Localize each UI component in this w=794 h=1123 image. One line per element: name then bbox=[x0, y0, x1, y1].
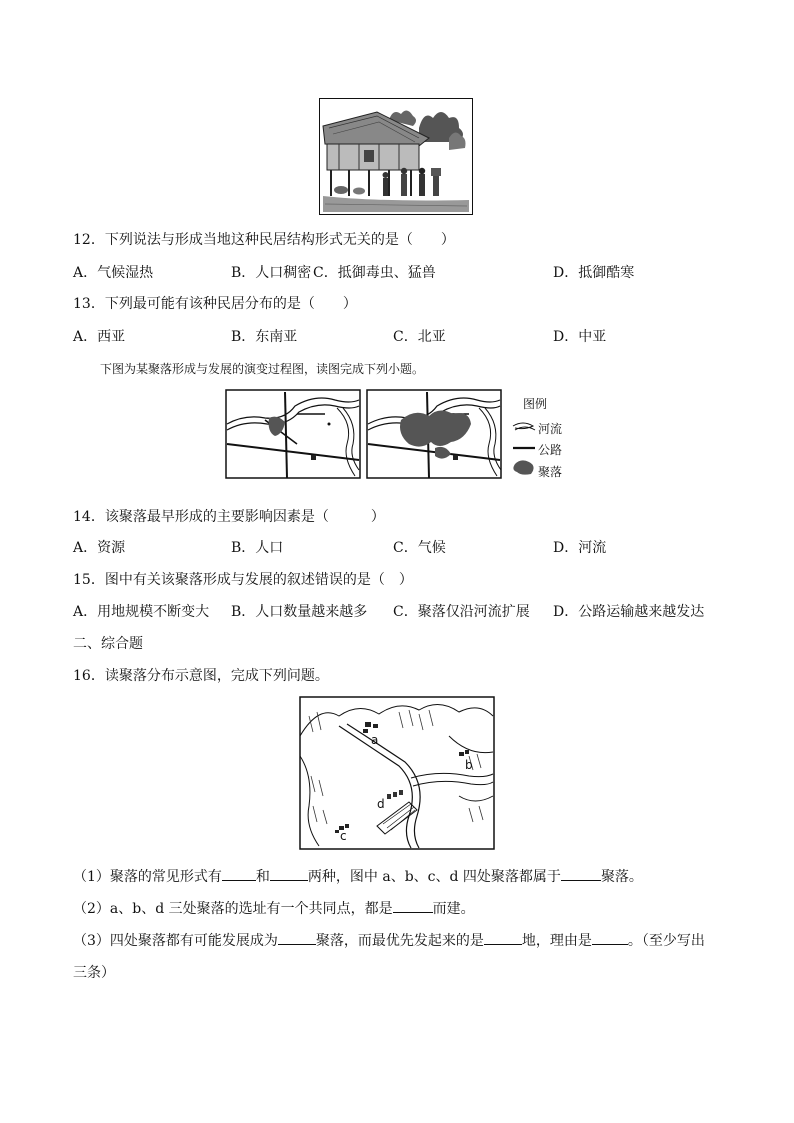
answer-blank-1[interactable] bbox=[222, 866, 256, 881]
q16-p1-text-c: 两种，图中 a、b、c、d 四处聚落都属于 bbox=[307, 869, 561, 885]
map-label-c: c bbox=[340, 829, 347, 843]
q14-option-c: C．气候 bbox=[393, 540, 446, 556]
answer-blank-7[interactable] bbox=[592, 930, 628, 945]
answer-blank-3[interactable] bbox=[561, 866, 601, 881]
question-16-stem: 16．读聚落分布示意图，完成下列问题。 bbox=[73, 668, 329, 684]
question-15-stem: 15．图中有关该聚落形成与发展的叙述错误的是（ ） bbox=[73, 572, 413, 588]
q16-p3-text-b: 聚落，而最优先发起来的是 bbox=[315, 933, 484, 949]
q12-option-b: B．人口稠密 bbox=[231, 265, 312, 281]
q13-option-d: D．中亚 bbox=[553, 329, 607, 345]
q13-option-c: C．北亚 bbox=[393, 329, 446, 345]
q15-option-a: A．用地规模不断变大 bbox=[73, 604, 210, 620]
q16-part-3-continued: 三条） bbox=[73, 965, 115, 981]
evolution-map-early bbox=[226, 390, 360, 478]
map-label-d: d bbox=[377, 797, 385, 811]
answer-blank-6[interactable] bbox=[484, 930, 522, 945]
map-label-b: b bbox=[465, 758, 473, 772]
q16-p2-text-a: （2）a、b、d 三处聚落的选址有一个共同点，都是 bbox=[73, 901, 393, 917]
legend-item-road: 公路 bbox=[538, 443, 563, 457]
q16-p3-text-d: 。（至少写出 bbox=[627, 933, 705, 949]
q16-p1-text-a: （1）聚落的常见形式有 bbox=[73, 869, 222, 885]
map-label-a: a bbox=[371, 733, 379, 747]
q15-option-d: D．公路运输越来越发达 bbox=[553, 604, 705, 620]
q13-option-a: A．西亚 bbox=[73, 329, 126, 345]
map-legend bbox=[513, 423, 535, 475]
section-2-heading: 二、综合题 bbox=[73, 636, 143, 652]
q16-p1-text-b: 和 bbox=[255, 869, 270, 885]
answer-blank-5[interactable] bbox=[278, 930, 316, 945]
q16-part-3 bbox=[73, 930, 705, 950]
q13-option-b: B．东南亚 bbox=[231, 329, 298, 345]
q14-option-d: D．河流 bbox=[553, 540, 607, 556]
answer-blank-2[interactable] bbox=[270, 866, 308, 881]
legend-item-settlement: 聚落 bbox=[538, 465, 563, 479]
evolution-map-developed bbox=[367, 390, 501, 478]
stilt-house-illustration bbox=[319, 98, 473, 215]
q14-option-a: A．资源 bbox=[73, 540, 126, 556]
q16-p3-text-c: 地，理由是 bbox=[521, 933, 592, 949]
q16-p3-text-a: （3）四处聚落都有可能发展成为 bbox=[73, 933, 278, 949]
q14-option-b: B．人口 bbox=[231, 540, 284, 556]
q12-option-d: D．抵御酷寒 bbox=[553, 265, 635, 281]
legend-title: 图例 bbox=[523, 397, 548, 411]
q12-option-a: A．气候湿热 bbox=[73, 265, 154, 281]
q16-part-1 bbox=[73, 866, 643, 886]
question-14-stem: 14．该聚落最早形成的主要影响因素是（ ） bbox=[73, 509, 385, 525]
question-12-stem: 12．下列说法与形成当地这种民居结构形式无关的是（ ） bbox=[73, 232, 455, 248]
q15-option-b: B．人口数量越来越多 bbox=[231, 604, 368, 620]
settlement-distribution-map bbox=[299, 696, 495, 850]
legend-item-river: 河流 bbox=[538, 422, 563, 436]
question-13-stem: 13．下列最可能有该种民居分布的是（ ） bbox=[73, 296, 357, 312]
answer-blank-4[interactable] bbox=[393, 898, 433, 913]
q16-part-2 bbox=[73, 898, 475, 918]
q12-option-c: C．抵御毒虫、猛兽 bbox=[313, 265, 436, 281]
figure-intro-text: 下图为某聚落形成与发展的演变过程图，读图完成下列小题。 bbox=[100, 362, 425, 376]
q16-p1-text-d: 聚落。 bbox=[600, 869, 643, 885]
q15-option-c: C．聚落仅沿河流扩展 bbox=[393, 604, 530, 620]
q16-p2-text-b: 而建。 bbox=[432, 901, 475, 917]
